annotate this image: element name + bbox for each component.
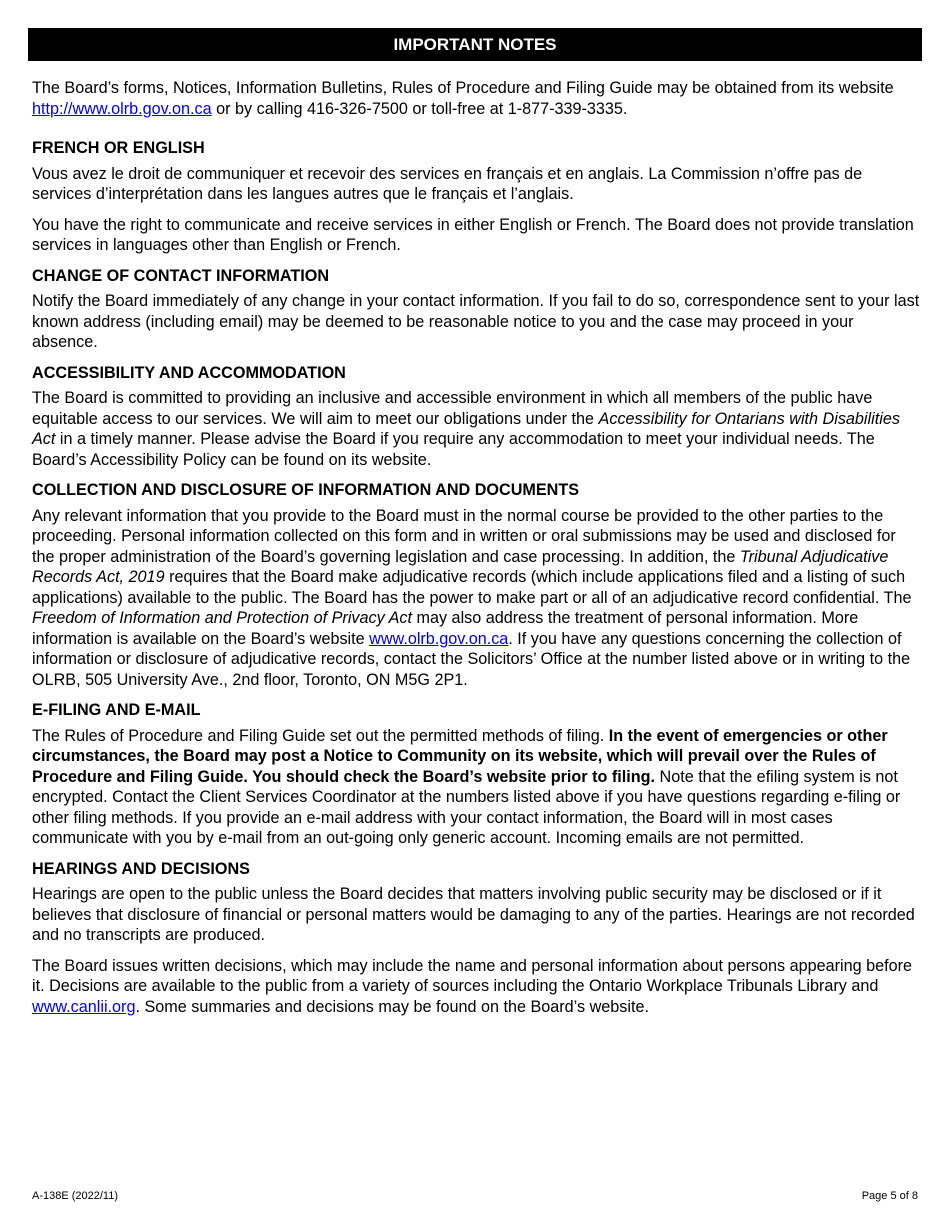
decisions-paragraph <box>32 956 920 1018</box>
accessibility-text-1: The Board is committed to providing an inclusive and accessible environment in which all members of the public have equitable access to our services. We will aim to meet our obligations under the <box>32 389 873 428</box>
efiling-text-2: Note that the efiling system is not encrypted. Contact the Client Services Coordinator at the numbers listed above if you have questions regarding e-filing or other filing methods. If you provide an e-mail address with your contact information, the Board will in most cases communicate with you by e-mail from an out-going only generic account. Incoming emails are not permitted. <box>32 767 901 847</box>
french-english-heading: FRENCH OR ENGLISH <box>32 139 205 157</box>
collection-disclosure-heading: COLLECTION AND DISCLOSURE OF INFORMATION AND DOCUMENTS <box>32 481 580 499</box>
intro-text-2: or by calling 416-326-7500 or toll-free at 1-877-339-3335. <box>211 99 628 118</box>
fippa-act-name: Freedom of Information and Protection of Privacy Act <box>32 609 412 627</box>
decisions-text-2: . Some summaries and decisions may be found on the Board’s website. <box>135 997 649 1016</box>
intro-text-1: The Board’s forms, Notices, Information Bulletins, Rules of Procedure and Filing Guide may be obtained from its website <box>32 79 894 97</box>
efiling-heading: E-FILING AND E-MAIL <box>32 701 201 719</box>
intro-paragraph <box>32 78 920 119</box>
collection-paragraph <box>32 506 920 691</box>
page-number: Page 5 of 8 <box>861 1190 918 1202</box>
efiling-emergency-notice: In the event of emergencies or other circumstances, the Board may post a Notice to Community on its website, which will prevail over the Rules of Procedure and Filing Guide. You should check the Board’s website prior to filing. <box>32 726 888 786</box>
accessibility-paragraph <box>32 388 920 470</box>
english-paragraph: You have the right to communicate and receive services in either English or French. The Board does not provide translation services in languages other than English or French. <box>32 215 914 254</box>
accessibility-text-2: in a timely manner. Please advise the Board if you require any accommodation to meet your individual needs. The Board’s Accessibility Policy can be found on its website. <box>32 430 875 469</box>
section-banner: IMPORTANT NOTES <box>28 28 922 61</box>
efiling-text-1: The Rules of Procedure and Filing Guide set out the permitted methods of filing. <box>32 726 609 745</box>
canlii-link[interactable]: www.canlii.org <box>32 997 136 1016</box>
collection-text-4: . If you have any questions concerning the collection of information or disclosure of adjudicative records, contact the Solicitors’ Office at the number listed above or in writing to the OLRB, 505 University Ave., 2nd floor, Toronto, ON M5G 2P1. <box>32 629 911 689</box>
collection-text-3: may also address the treatment of personal information. More information is available on the Board’s website <box>32 609 859 648</box>
efiling-paragraph <box>32 726 920 849</box>
hearings-decisions-heading: HEARINGS AND DECISIONS <box>32 859 250 878</box>
contact-info-heading: CHANGE OF CONTACT INFORMATION <box>32 266 330 285</box>
hearings-paragraph: Hearings are open to the public unless the Board decides that matters involving public security may be disclosed or if it believes that disclosure of financial or personal matters would be damaging to any of the parties. Hearings are not recorded and no transcripts are produced. <box>32 885 915 944</box>
decisions-text-1: The Board issues written decisions, which may include the name and personal information about persons appearing before it. Decisions are available to the public from a variety of sources including the Ontario Workplace Tribunals Library and <box>32 956 913 995</box>
aoda-act-name: Accessibility for Ontarians with Disabilities Act <box>32 409 900 448</box>
collection-text-2: requires that the Board make adjudicative records (which include applications filed and a listing of such applications) available to the public. The Board has the power to make part or all of an adjudicative record confidential. The <box>32 568 912 607</box>
tara-act-name: Tribunal Adjudicative Records Act, 2019 <box>32 547 889 586</box>
collection-text-1: Any relevant information that you provide to the Board must in the normal course be provided to the other parties to the proceeding. Personal information collected on this form and in written or oral submissions may be used and disclosed for the proper administration of the Board’s governing legislation and case processing. In addition, the <box>32 506 896 566</box>
olrb-website-link-2[interactable]: www.olrb.gov.on.ca <box>369 629 509 648</box>
notes-content <box>32 78 920 1027</box>
olrb-website-link[interactable]: http://www.olrb.gov.on.ca <box>32 99 212 118</box>
form-code: A-138E (2022/11) <box>32 1190 119 1202</box>
french-paragraph: Vous avez le droit de communiquer et recevoir des services en français et en anglais. La Commission n’offre pas de services d’interprétation dans les langues autres que le français et l’anglais. <box>32 164 863 203</box>
contact-info-paragraph: Notify the Board immediately of any change in your contact information. If you fail to do so, correspondence sent to your last known address (including email) may be deemed to be reasonable notice to you and the case may proceed in your absence. <box>32 292 920 351</box>
accessibility-heading: ACCESSIBILITY AND ACCOMMODATION <box>32 363 346 382</box>
